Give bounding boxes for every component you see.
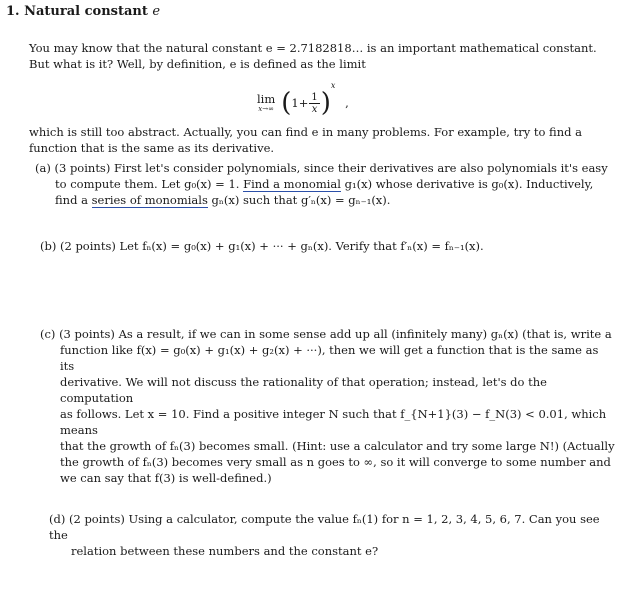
highlight-series-monomials: series of monomials <box>91 193 208 207</box>
limit-word: lim <box>257 92 276 106</box>
right-paren: ) <box>320 88 331 118</box>
intro-after-line-1: which is still too abstract. Actually, you can find e in many problems. For example, try to find a <box>29 125 582 139</box>
part-d <box>49 511 614 559</box>
part-c-line-1: (c) (3 points) As a result, if we can in some sense add up all (infinitely many) gₙ(x) (that is, write a <box>40 327 612 341</box>
intro-line-2: But what is it? Well, by definition, e is defined as the limit <box>29 57 366 71</box>
formula-fraction <box>309 92 319 115</box>
part-c <box>40 326 615 486</box>
limit-operator <box>257 93 275 113</box>
fraction-denominator: x <box>311 103 318 115</box>
left-paren: ( <box>281 88 292 118</box>
part-a-line-1: (a) (3 points) First let's consider polynomials, since their derivatives are also polynomials it's easy <box>35 161 608 175</box>
part-d-line-1: (d) (2 points) Using a calculator, compute the value fₙ(1) for n = 1, 2, 3, 4, 5, 6, 7. Can you see the <box>49 512 600 542</box>
problem-title <box>6 4 160 20</box>
part-c-line-5: that the growth of fₙ(3) becomes small. (Hint: use a calculator and try some large N!) (Actually <box>60 439 615 453</box>
fraction-numerator: 1 <box>311 91 318 103</box>
part-c-line-6: the growth of fₙ(3) becomes very small as n goes to ∞, so it will converge to some number and <box>60 455 611 469</box>
problem-title-text: Natural constant <box>24 4 148 19</box>
part-a-line-2-pre: to compute them. Let g₀(x) = 1. <box>55 177 244 191</box>
intro-line-1: You may know that the natural constant e = 2.7182818… is an important mathematical constant. <box>29 41 597 55</box>
limit-subscript: x→∞ <box>258 105 274 113</box>
part-a-line-3-post: gₙ(x) such that g′ₙ(x) = gₙ₋₁(x). <box>207 193 391 207</box>
intro-paragraph <box>29 40 614 72</box>
part-b <box>40 238 615 254</box>
part-d-line-2: relation between these numbers and the constant e? <box>71 544 379 558</box>
limit-formula <box>257 78 349 118</box>
intro-after-line-2: function that is the same as its derivative. <box>29 141 275 155</box>
formula-comma: , <box>345 96 349 110</box>
problem-number: 1. <box>6 4 20 19</box>
part-c-line-4: as follows. Let x = 10. Find a positive integer N such that f_{N+1}(3) − f_N(3) < 0.01, which means <box>60 407 607 437</box>
part-c-line-2: function like f(x) = g₀(x) + g₁(x) + g₂(x) + ···), then we will get a function that is the same as its <box>60 343 599 373</box>
highlight-find-monomial: Find a monomial <box>243 177 341 191</box>
part-a-line-3 <box>35 192 615 208</box>
part-a <box>35 160 615 208</box>
formula-base: 1+ <box>291 96 309 110</box>
part-a-line-2 <box>35 176 615 192</box>
part-a-line-2-post: g₁(x) whose derivative is g₀(x). Inductively, <box>340 177 594 191</box>
part-a-line-3-pre: find a <box>55 193 92 207</box>
intro-after <box>29 124 614 156</box>
problem-title-symbol: e <box>152 4 161 19</box>
formula-exponent: x <box>330 81 336 90</box>
part-c-line-3: derivative. We will not discuss the rationality of that operation; instead, let's do the computation <box>60 375 547 405</box>
part-b-text: (b) (2 points) Let fₙ(x) = g₀(x) + g₁(x) + ··· + gₙ(x). Verify that f′ₙ(x) = fₙ₋₁(x). <box>40 239 484 253</box>
part-c-line-7: we can say that f(3) is well-defined.) <box>60 471 272 485</box>
